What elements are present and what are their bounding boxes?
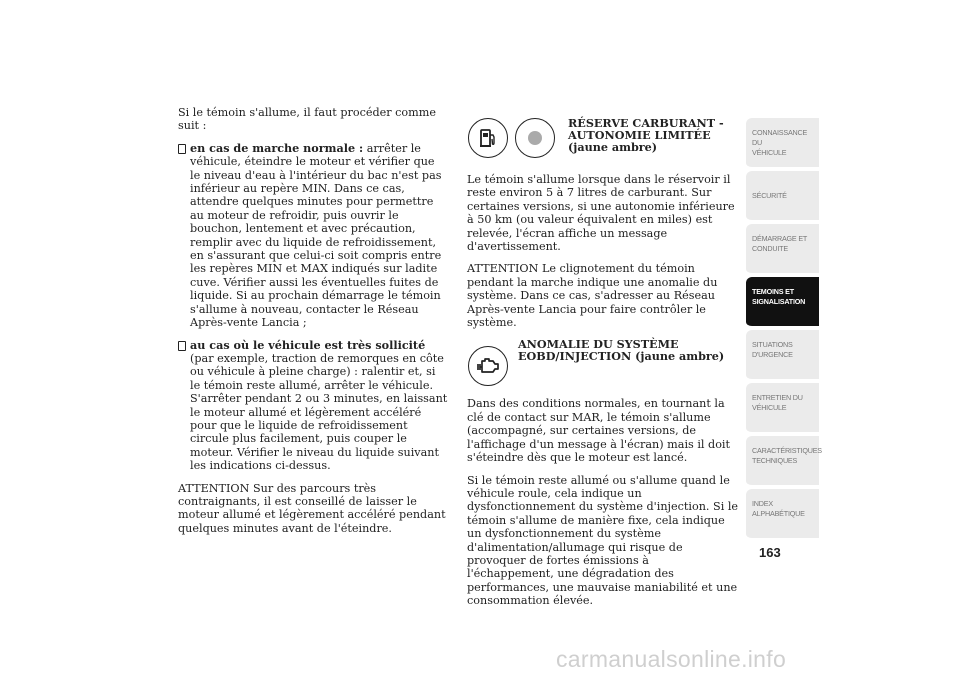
fuel-paragraph: Le témoin s'allume lorsque dans le réservoir il reste environ 5 à 7 litres de carburant. Sur certaines versions, si une autonomie inférieure à 50 km (ou valeur équivalent en miles) est relevée, l'écran affiche un message d'avertissement. — [467, 173, 735, 254]
tab-label: INDEX — [752, 499, 773, 508]
eobd-paragraph: Si le témoin reste allumé ou s'allume quand le véhicule roule, cela indique un dysfonctionnement du système d'injection. Si le témoin s'allume de manière fixe, cela indique un dysfonctionnement du système d'alimentation/allumage qui risque de provoquer de fortes émissions à l'échappement, une dégradation des performances, une mauvaise maniabilité et une consommation élevée. — [467, 473, 739, 608]
intro-text: Si le témoin s'allume, il faut procéder comme suit : — [178, 106, 436, 133]
fuel-title-line: (jaune ambre) — [568, 140, 658, 154]
eobd-title-line: ANOMALIE DU SYSTÈME — [518, 337, 679, 352]
eobd-title — [518, 338, 724, 362]
tab-label: ALPHABÉTIQUE — [752, 509, 805, 518]
tab-demarrage-conduite[interactable] — [746, 224, 819, 275]
tab-label: SÉCURITÉ — [752, 191, 787, 200]
tab-label: TECHNIQUES — [752, 456, 798, 465]
engine-check-icon — [468, 346, 508, 386]
tab-label: SITUATIONS — [752, 340, 793, 349]
attention-note: ATTENTION Sur des parcours très contraignants, il est conseillé de laisser le moteur allumé et légèrement accéléré pendant quelques minutes avant de l'éteindre. — [178, 481, 446, 535]
page-number: 163 — [759, 545, 781, 560]
list-item — [178, 339, 448, 473]
tab-label: CONNAISSANCE DU — [752, 128, 808, 147]
tab-label: SIGNALISATION — [752, 297, 806, 306]
tab-label: VÉHICULE — [752, 403, 787, 412]
tab-label: CARACTÉRISTIQUES — [752, 446, 822, 455]
item-text: (par exemple, traction de remorques en côte ou véhicule à pleine charge) : ralentir et, si le témoin reste allumé, arrêter le véhicule. S'arrêter pendant 2 ou 3 minutes, en laissant le moteur allumé et légèrement accéléré pour que le liquide de refroidissement circule plus facilement, puis couper le moteur. Vérifier le niveau du liquide suivant les indications ci-dessus. — [190, 351, 448, 473]
warning-dot-indicator — [515, 118, 555, 158]
tab-label: D'URGENCE — [752, 350, 793, 359]
left-column — [178, 106, 448, 544]
tab-situations-urgence[interactable] — [746, 330, 819, 381]
checkbox-bullet-icon — [178, 341, 186, 351]
tab-label: DÉMARRAGE ET — [752, 234, 808, 243]
item-heading: en cas de marche normale : — [190, 140, 364, 155]
right-column — [467, 118, 739, 617]
item-text: arrêter le véhicule, éteindre le moteur et vérifier que le niveau d'eau à l'intérieur du bac n'est pas inférieur au repère MIN. Dans ce cas, attendre quelques minutes pour permettre au moteur de refroidir, puis ouvrir le bouchon, lentement et avec précaution, remplir avec du liquide de refroidissement, en s'assurant que celui-ci soit compris entre les repères MIN et MAX indiqués sur ladite cuve. Vérifier aussi les éventuelles fuites de liquide. Si au prochain démarrage le témoin s'allume à nouveau, contacter le Réseau Après-vente Lancia ; — [190, 141, 442, 330]
eobd-title-line: EOBD/INJECTION (jaune ambre) — [518, 349, 725, 364]
list-item — [178, 142, 448, 330]
tab-label: CONDUITE — [752, 244, 788, 253]
checkbox-bullet-icon — [178, 144, 186, 154]
watermark: carmanualsonline.info — [556, 646, 787, 672]
fuel-title-line: AUTONOMIE LIMITÉE — [568, 128, 711, 142]
eobd-paragraph: Dans des conditions normales, en tournant la clé de contact sur MAR, le témoin s'allume (accompagné, sur certaines versions, de l'affichage d'un message à l'écran) mais il doit s'éteindre dès que le moteur est lancé. — [467, 397, 730, 465]
fuel-title — [568, 117, 724, 154]
item-heading: au cas où le véhicule est très sollicité — [190, 337, 426, 352]
fuel-title-line: RÉSERVE CARBURANT - — [568, 116, 724, 130]
warning-dot-icon — [528, 131, 542, 145]
fuel-pump-icon — [468, 118, 508, 158]
tab-connaissance-vehicule[interactable] — [746, 118, 819, 169]
tab-securite[interactable] — [746, 171, 819, 222]
tab-caracteristiques-techniques[interactable] — [746, 436, 822, 487]
tab-temoins-signalisation[interactable] — [746, 277, 819, 328]
eobd-section-header — [467, 338, 739, 390]
tab-label: VÉHICULE — [752, 148, 787, 157]
tab-label: ENTRETIEN DU — [752, 393, 803, 402]
tab-label: TEMOINS ET — [752, 287, 794, 296]
fuel-section-header — [467, 118, 739, 166]
fuel-attention: ATTENTION Le clignotement du témoin pendant la marche indique une anomalie du système. Dans ce cas, s'adresser au Réseau Après-vente Lancia pour faire contrôler le système. — [467, 262, 718, 330]
tab-entretien-vehicule[interactable] — [746, 383, 819, 434]
tab-index-alphabetique[interactable] — [746, 489, 819, 540]
